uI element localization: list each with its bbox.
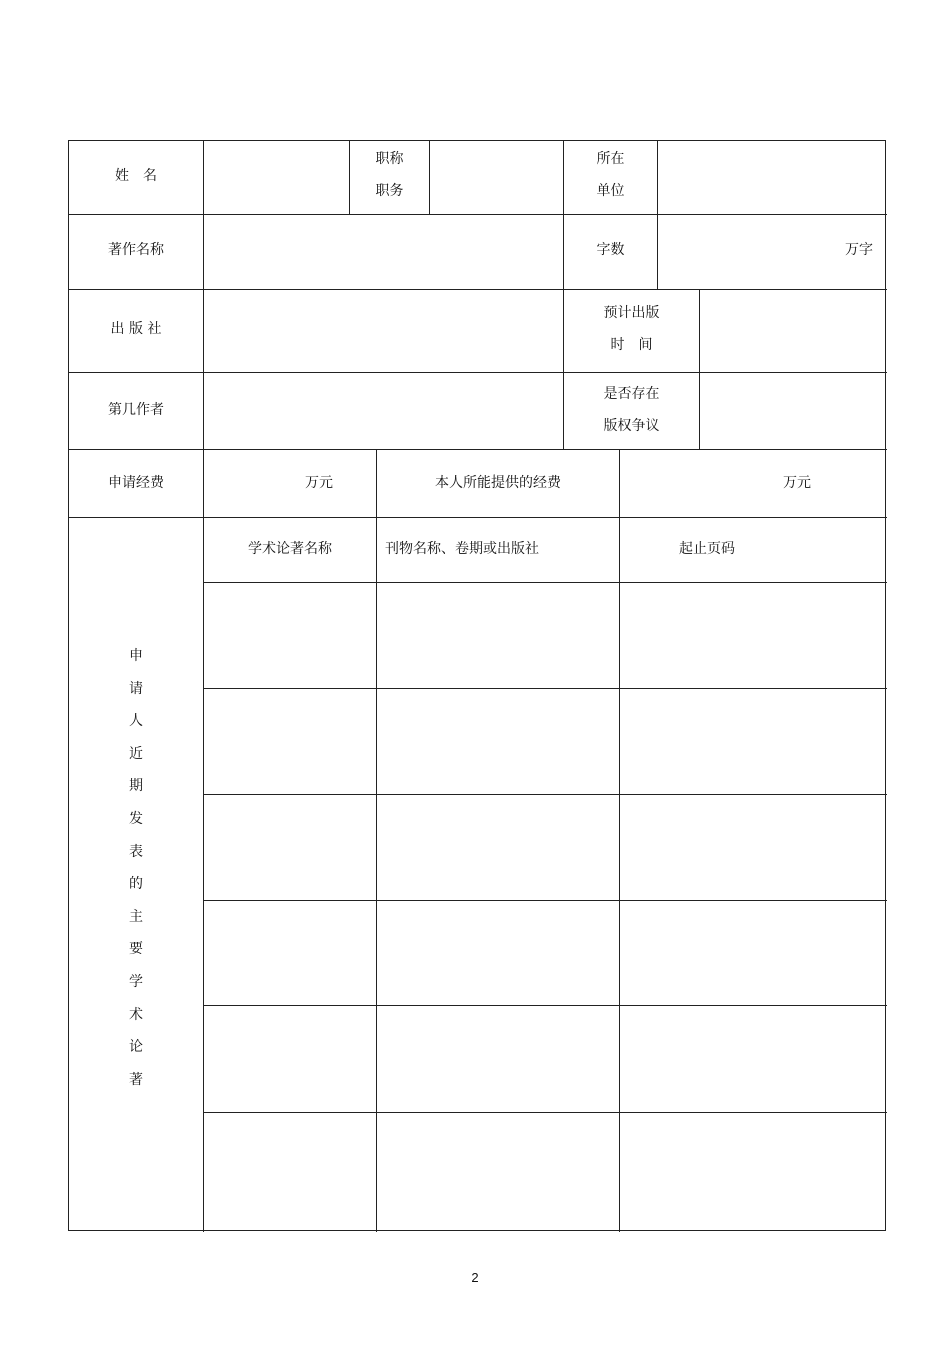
col-divider — [699, 289, 700, 449]
publisher-label: 出 版 社 — [110, 321, 162, 337]
author-order-label: 第几作者 — [108, 402, 164, 418]
side-char: 发 — [129, 810, 143, 827]
page-number: 2 — [471, 1270, 479, 1285]
pub-row-divider — [204, 582, 887, 583]
side-char: 期 — [129, 778, 143, 795]
side-char: 术 — [129, 1006, 143, 1023]
application-form-table — [68, 140, 886, 1231]
pub-time-label-line2: 时 间 — [610, 337, 653, 353]
pub-row-divider — [204, 900, 887, 901]
copyright-label-line1: 是否存在 — [603, 386, 660, 402]
side-char: 人 — [129, 713, 143, 730]
row-divider — [69, 372, 887, 373]
row-divider — [69, 449, 887, 450]
side-char: 的 — [129, 876, 143, 893]
side-char: 近 — [129, 745, 143, 762]
funding-label: 申请经费 — [108, 475, 164, 491]
side-char: 主 — [129, 908, 143, 925]
row-divider — [69, 289, 887, 290]
title-label-line2: 职务 — [375, 183, 404, 199]
pub-row-divider — [204, 688, 887, 689]
publications-side-label — [69, 640, 203, 1096]
name-label: 姓 名 — [115, 168, 157, 184]
pub-time-label-line1: 预计出版 — [603, 305, 660, 321]
title-label-line1: 职称 — [375, 151, 404, 167]
pub-row-divider — [204, 794, 887, 795]
col-divider — [619, 449, 620, 1232]
side-char: 要 — [129, 941, 143, 958]
col-divider — [429, 141, 430, 214]
word-count-label: 字数 — [596, 242, 625, 258]
row-divider — [69, 517, 887, 518]
copyright-label-line2: 版权争议 — [603, 418, 660, 434]
pub-row-divider — [204, 1005, 887, 1006]
side-char: 请 — [129, 680, 143, 697]
self-funding-label: 本人所能提供的经费 — [435, 475, 561, 491]
work-title-label: 著作名称 — [108, 242, 164, 258]
col-divider — [657, 141, 658, 289]
side-char: 申 — [129, 648, 143, 664]
col-divider — [203, 141, 204, 1232]
side-char: 学 — [129, 973, 143, 990]
side-char: 论 — [129, 1039, 143, 1056]
row-divider — [69, 214, 887, 215]
side-char: 表 — [129, 843, 143, 860]
unit-label-line2: 单位 — [596, 183, 625, 199]
side-char: 著 — [129, 1071, 143, 1088]
word-count-unit: 万字 — [845, 242, 873, 258]
unit-label-line1: 所在 — [596, 151, 625, 167]
pub-header-journal: 刊物名称、卷期或出版社 — [385, 541, 539, 557]
funding-unit: 万元 — [305, 475, 333, 491]
pub-row-divider — [204, 1112, 887, 1113]
pub-header-title: 学术论著名称 — [248, 541, 332, 557]
col-divider — [376, 449, 377, 1232]
pub-header-pages: 起止页码 — [679, 541, 735, 557]
self-funding-unit: 万元 — [783, 475, 811, 491]
